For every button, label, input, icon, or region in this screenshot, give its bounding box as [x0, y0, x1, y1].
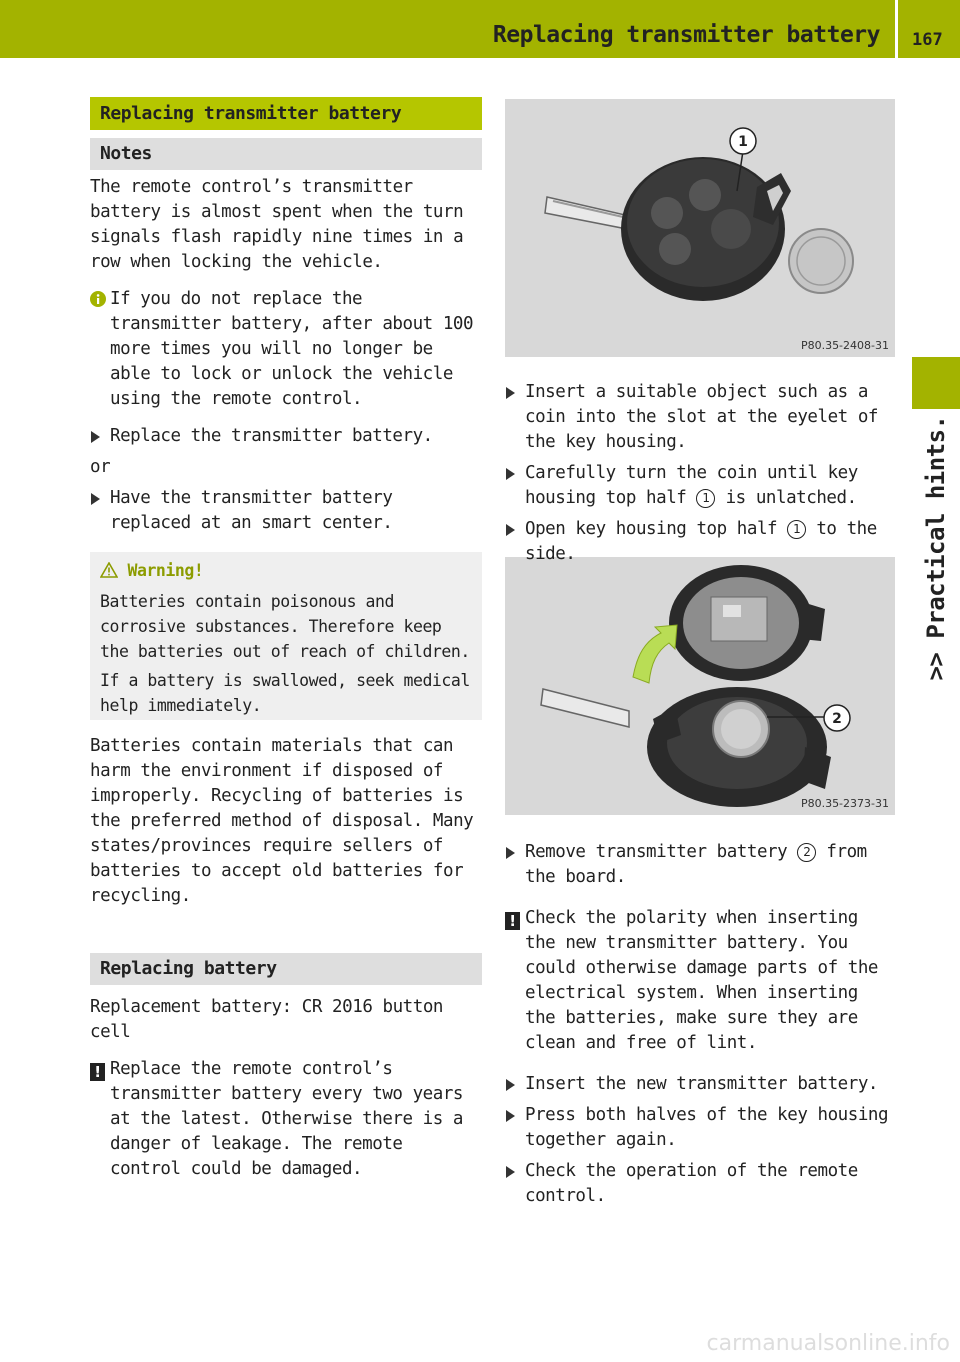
info-icon	[90, 290, 106, 315]
side-tab-marker	[912, 357, 960, 409]
page-number: 167	[912, 30, 943, 50]
caution-text-2: Check the polarity when inserting the new transmitter battery. You could otherwise damage parts of the electrical system. When inserting the batteries, make sure they are clean and free of lint.	[525, 908, 879, 1053]
key-photo	[505, 99, 895, 357]
step-check-operation	[505, 1159, 897, 1209]
step-text: Carefully turn the coin until key housing top half	[525, 463, 858, 508]
step-press-halves	[505, 1103, 897, 1153]
step-text: Check the operation of the remote control.	[525, 1161, 858, 1206]
bullet-arrow-icon	[506, 387, 515, 399]
step-text: Open key housing top half	[525, 519, 778, 539]
step-text: is unlatched.	[725, 488, 857, 508]
warning-text-1: Batteries contain poisonous and corrosive substances. Therefore keep the batteries out of reach of children.	[100, 592, 470, 661]
callout-number-1: 1	[787, 520, 806, 539]
header-separator	[895, 0, 898, 58]
step-text: Have the transmitter battery replaced at an smart center.	[110, 488, 393, 533]
photo1-code: P80.35-2408-31	[800, 339, 889, 352]
exclamation-icon: !	[505, 909, 520, 934]
photo2-code: P80.35-2373-31	[800, 797, 889, 810]
left-column	[90, 97, 482, 1182]
bullet-arrow-icon	[91, 493, 100, 505]
step-turn-coin	[505, 461, 897, 511]
bullet-arrow-icon	[506, 1079, 515, 1091]
bullet-arrow-icon	[506, 468, 515, 480]
watermark: carmanualsonline.info	[706, 1331, 950, 1356]
warning-title: Warning!	[127, 561, 204, 580]
step-open-housing	[505, 517, 897, 567]
caution-note-1	[90, 1057, 482, 1182]
step-replace	[90, 424, 482, 449]
warning-heading	[100, 558, 472, 583]
bullet-arrow-icon	[506, 1110, 515, 1122]
header-title: Replacing transmitter battery	[492, 22, 880, 48]
bullet-arrow-icon	[506, 524, 515, 536]
step-text: Replace the transmitter battery.	[110, 426, 433, 446]
step-insert-new	[505, 1072, 897, 1097]
right-column-steps-2	[505, 840, 897, 1209]
callout-number-1: 1	[696, 489, 715, 508]
warning-box	[90, 552, 482, 720]
notes-heading: Notes	[90, 138, 482, 170]
or-label: or	[90, 457, 111, 477]
info-note-text: If you do not replace the transmitter battery, after about 100 more times you will no longer be able to lock or unlock the vehicle using the remote control.	[110, 289, 474, 409]
battery-type: Replacement battery: CR 2016 button cell	[90, 997, 444, 1042]
opened-key-photo	[505, 557, 895, 815]
exclamation-icon: !	[90, 1060, 105, 1085]
bullet-arrow-icon	[91, 431, 100, 443]
step-text: to the side.	[525, 519, 877, 564]
step-service	[90, 486, 482, 536]
photo2-callout: 2	[832, 711, 842, 727]
bullet-arrow-icon	[506, 1166, 515, 1178]
callout-number-2: 2	[797, 843, 816, 862]
warning-text-2: If a battery is swallowed, seek medical help immediately.	[100, 671, 470, 715]
step-text: Press both halves of the key housing together again.	[525, 1105, 889, 1150]
caution-text-1: Replace the remote control’s transmitter battery every two years at the latest. Otherwise there is a danger of leakage. The remote control could be damaged.	[110, 1059, 464, 1179]
info-note	[90, 287, 482, 412]
bullet-arrow-icon	[506, 847, 515, 859]
step-text: from the board.	[525, 842, 867, 887]
step-remove-battery	[505, 840, 897, 890]
caution-note-2	[505, 906, 897, 1056]
intro-paragraph: The remote control’s transmitter battery is almost spent when the turn signals flash rapidly nine times in a row when locking the vehicle.	[90, 177, 464, 272]
side-tab-label: >> Practical hints.	[922, 415, 950, 681]
step-text: Remove transmitter battery	[525, 842, 788, 862]
replacing-battery-heading: Replacing battery	[90, 953, 482, 985]
step-text: Insert a suitable object such as a coin into the slot at the eyelet of the key housing.	[525, 382, 879, 452]
right-column-steps	[505, 380, 897, 567]
step-insert-coin	[505, 380, 897, 455]
section-title: Replacing transmitter battery	[90, 97, 482, 130]
warning-triangle-icon	[100, 562, 118, 578]
step-text: Insert the new transmitter battery.	[525, 1074, 879, 1094]
environment-paragraph: Batteries contain materials that can harm the environment if disposed of improperly. Recycling of batteries is the preferred method of disposal. Many states/provinces require sellers of batteries to accept old batteries for recycling.	[90, 736, 474, 906]
header-bar	[0, 0, 960, 58]
photo1-callout: 1	[738, 134, 748, 150]
